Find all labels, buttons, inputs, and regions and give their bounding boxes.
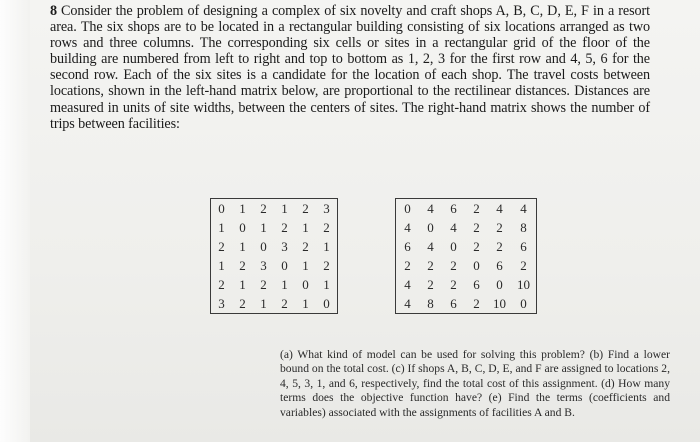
trips-matrix-cell: 6 [450,295,457,311]
distance-matrix-cell: 1 [218,257,225,273]
trips-matrix-cell: 0 [496,276,503,292]
distance-matrix-cell: 3 [218,295,225,311]
trips-matrix-cell: 2 [427,276,434,292]
trips-matrix-cell: 2 [496,219,503,235]
distance-matrix-cell: 2 [218,238,225,254]
trips-matrix-cell: 6 [520,238,527,254]
distance-matrix-cell: 2 [281,295,288,311]
trips-matrix-cell: 2 [427,257,434,273]
distance-matrix-cell: 0 [302,276,309,292]
distance-matrix-row [211,237,338,256]
distance-matrix-cell: 1 [302,257,309,273]
distance-matrix-cell: 2 [302,200,309,216]
distance-matrix-cell: 2 [260,276,267,292]
distance-matrix-row [211,294,338,314]
distance-matrix-cell: 2 [239,257,246,273]
trips-matrix-cell: 2 [473,295,480,311]
distance-matrix-cell: 2 [323,219,330,235]
trips-matrix-cell: 2 [473,238,480,254]
trips-matrix-cell: 0 [520,295,527,311]
distance-matrix-row [211,218,338,237]
distance-matrix-cell: 0 [323,295,330,311]
distance-matrix-cell: 0 [218,200,225,216]
trips-matrix-cell: 2 [450,257,457,273]
trips-matrix-cell: 4 [427,200,434,216]
distance-matrix-row [211,275,338,294]
trips-matrix-row [396,256,537,275]
distance-matrix-cell: 1 [260,219,267,235]
distance-matrix-cell: 2 [218,276,225,292]
distance-matrix-cell: 1 [239,200,246,216]
trips-matrix-cell: 2 [473,219,480,235]
trips-matrix-cell: 2 [496,238,503,254]
distance-matrix-cell: 3 [281,238,288,254]
distance-matrix-cell: 2 [302,238,309,254]
trips-matrix-cell: 6 [450,200,457,216]
trips-matrix-cell: 4 [520,200,527,216]
distance-matrix-cell: 2 [260,200,267,216]
distance-matrix-cell: 1 [218,219,225,235]
trips-matrix-row [396,294,537,314]
trips-matrix-cell: 4 [496,200,503,216]
problem-statement [50,3,650,132]
trips-matrix-cell: 2 [450,276,457,292]
distance-matrix-cell: 0 [281,257,288,273]
trips-matrix-cell: 6 [473,276,480,292]
problem-text: Consider the problem of designing a complex of six novelty and craft shops A, B, C, D, E, F in a resort area. The six shops are to be located in a rectangular building consisting of six locations arranged as two rows and three columns. The corresponding six cells or sites in a rectangular grid of the floor of the building are numbered from left to right and top to bottom as 1, 2, 3 for the first row and 4, 5, 6 for the second row. Each of the six sites is a candidate for the location of each shop. The travel costs between locations, shown in the left-hand matrix below, are proportional to the rectilinear distances. Distances are measured in units of site widths, between the centers of sites. The right-hand matrix shows the number of trips between facilities: [50,3,650,132]
distance-matrix-cell: 1 [302,295,309,311]
trips-matrix-row [396,237,537,256]
distance-matrix-cell: 1 [239,238,246,254]
questions-block [280,348,670,420]
distance-matrix-cell: 1 [281,200,288,216]
trips-matrix-cell: 2 [473,200,480,216]
distance-matrix-cell: 1 [302,219,309,235]
trips-matrix-cell: 4 [427,238,434,254]
trips-matrix-row [396,218,537,237]
distance-matrix-cell: 1 [281,276,288,292]
trips-matrix-cell: 8 [520,219,527,235]
distance-matrix-cell: 2 [281,219,288,235]
trips-matrix-cell: 6 [404,238,411,254]
problem-number: 8 [50,3,57,19]
page-edge [0,0,30,442]
distance-matrix-cell: 2 [239,295,246,311]
trips-matrix-cell: 2 [520,257,527,273]
trips-matrix-cell: 0 [427,219,434,235]
trips-matrix-cell: 0 [473,257,480,273]
problem-paragraph [50,3,650,132]
distance-matrix-cell: 0 [239,219,246,235]
distance-matrix-cell: 3 [260,257,267,273]
distance-matrix-cell: 1 [239,276,246,292]
questions-text: (a) What kind of model can be used for solving this problem? (b) Find a lower bound on the total cost. (c) If shops A, B, C, D, E, and F are assigned to locations 2, 4, 5, 3, 1, and 6, respectively, find the total cost of this assignment. (d) How many terms does the objective function have? (e) Find the terms (coefficients and variables) associated with the assignments of facilities A and B. [280,348,670,419]
distance-matrix-cell: 2 [323,257,330,273]
trips-matrix-row [396,275,537,294]
trips-matrix-cell: 4 [450,219,457,235]
distance-matrix-cell: 0 [260,238,267,254]
distance-matrix-cell: 1 [323,276,330,292]
distance-matrix [210,198,338,314]
distance-matrix-cell: 1 [260,295,267,311]
trips-matrix-cell: 4 [404,219,411,235]
trips-matrix-row [396,199,537,219]
trips-matrix-cell: 4 [404,295,411,311]
distance-matrix-cell: 1 [323,238,330,254]
trips-matrix-cell: 10 [517,276,530,292]
trips-matrix-cell: 4 [404,276,411,292]
trips-matrix-cell: 8 [427,295,434,311]
trips-matrix-cell: 10 [493,295,506,311]
distance-matrix-row [211,256,338,275]
trips-matrix-cell: 0 [404,200,411,216]
trips-matrix-cell: 0 [450,238,457,254]
trips-matrix-cell: 6 [496,257,503,273]
distance-matrix-cell: 3 [323,200,330,216]
trips-matrix-cell: 2 [404,257,411,273]
distance-matrix-row [211,199,338,219]
trips-matrix [395,198,537,314]
